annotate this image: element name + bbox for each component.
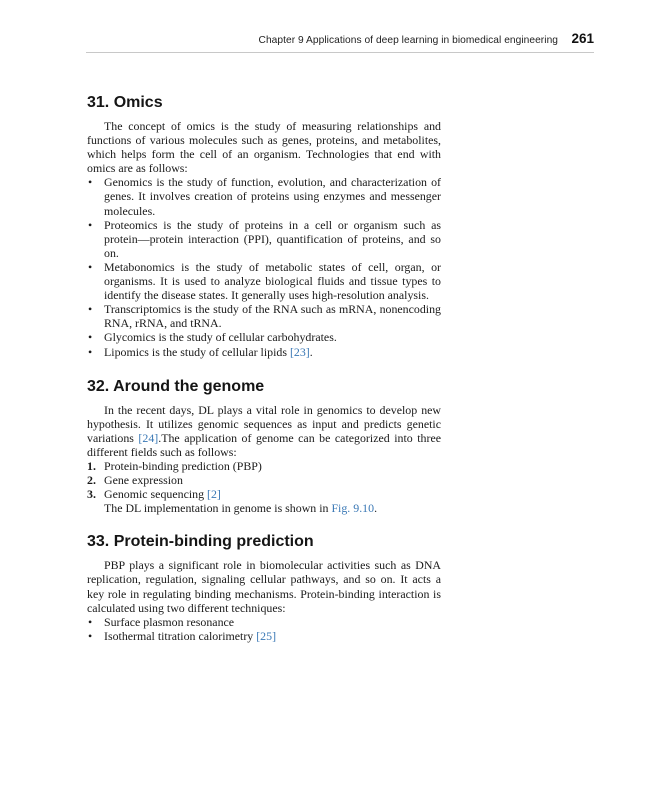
figure-link[interactable]: Fig. 9.10	[331, 501, 375, 516]
list-item: • Proteomics is the study of proteins in a cell or organism such as protein—protein interaction (PPI), quantification of proteins, and so on.	[87, 218, 441, 260]
pbp-bullet-list	[87, 615, 441, 643]
list-item: • Genomics is the study of function, evolution, and characterization of genes. It involves creation of proteins using enzymes and messenger molecules.	[87, 175, 441, 217]
citation-link[interactable]: [24]	[138, 430, 159, 445]
omics-intro-paragraph: The concept of omics is the study of measuring relationships and functions of various molecules such as genes, proteins, and metabolites, which helps form the cell of an organism. Technologies that end with omics are as follows:	[87, 119, 441, 176]
paragraph-text: .The application of genome can be categorized into three different fields such as follows:	[87, 430, 441, 459]
page-body	[87, 92, 441, 643]
section-omics	[87, 92, 441, 359]
list-number: 2.	[87, 473, 96, 488]
list-item: • Metabonomics is the study of metabolic states of cell, organ, or organisms. It is used to analyze biological fluids and tissue types to identify the disease states. It generally uses high-resolution analysis.	[87, 260, 441, 302]
paragraph-text: The DL implementation in genome is shown in	[104, 501, 332, 516]
page-number: 261	[571, 31, 594, 46]
paragraph-text: In the recent days, DL plays a vital role in genomics to develop new hypothesis. It utilizes genomic sequences as input and predicts genetic variations	[87, 402, 441, 445]
list-item: • Transcriptomics is the study of the RNA such as mRNA, nonencoding RNA, rRNA, and tRNA.	[87, 302, 441, 330]
list-item	[87, 345, 441, 359]
section-around-the-genome	[87, 376, 441, 516]
genome-closing-paragraph	[87, 501, 441, 515]
list-item-text: Protein-binding prediction (PBP)	[104, 458, 262, 473]
genome-intro-paragraph	[87, 403, 441, 459]
list-item: • Glycomics is the study of cellular carbohydrates.	[87, 330, 441, 344]
omics-bullet-list	[87, 175, 441, 358]
running-header	[86, 30, 594, 53]
paragraph-text: .	[374, 501, 378, 516]
citation-link[interactable]: [2]	[207, 487, 221, 502]
citation-link[interactable]: [25]	[256, 628, 277, 643]
list-item	[87, 473, 441, 487]
section-protein-binding-prediction	[87, 531, 441, 643]
list-item-text: Lipomics is the study of cellular lipids	[104, 344, 290, 359]
pbp-intro-paragraph: PBP plays a significant role in biomolecular activities such as DNA replication, regulation, signaling cellular pathways, and so on. It acts a key role in regulating binding mechanisms. Protein-binding interaction is calculated using two different techniques:	[87, 558, 441, 615]
section-heading-genome: 32. Around the genome	[87, 377, 265, 395]
citation-link[interactable]: [23]	[289, 344, 310, 359]
list-item-text: Genomic sequencing	[104, 487, 208, 502]
section-heading-pbp: 33. Protein-binding prediction	[87, 533, 314, 551]
list-item	[87, 487, 441, 501]
list-number: 1.	[87, 458, 96, 473]
list-number: 3.	[87, 487, 96, 502]
running-title: Chapter 9 Applications of deep learning in biomedical engineering	[258, 35, 558, 46]
list-item	[87, 459, 441, 473]
list-item	[87, 629, 441, 643]
section-heading-omics: 31. Omics	[87, 94, 163, 111]
list-item: • Surface plasmon resonance	[87, 615, 441, 629]
genome-numbered-list	[87, 459, 441, 501]
list-item-text: Gene expression	[104, 473, 183, 488]
list-item-text: Isothermal titration calorimetry	[104, 628, 257, 643]
list-item-end: .	[309, 344, 313, 359]
